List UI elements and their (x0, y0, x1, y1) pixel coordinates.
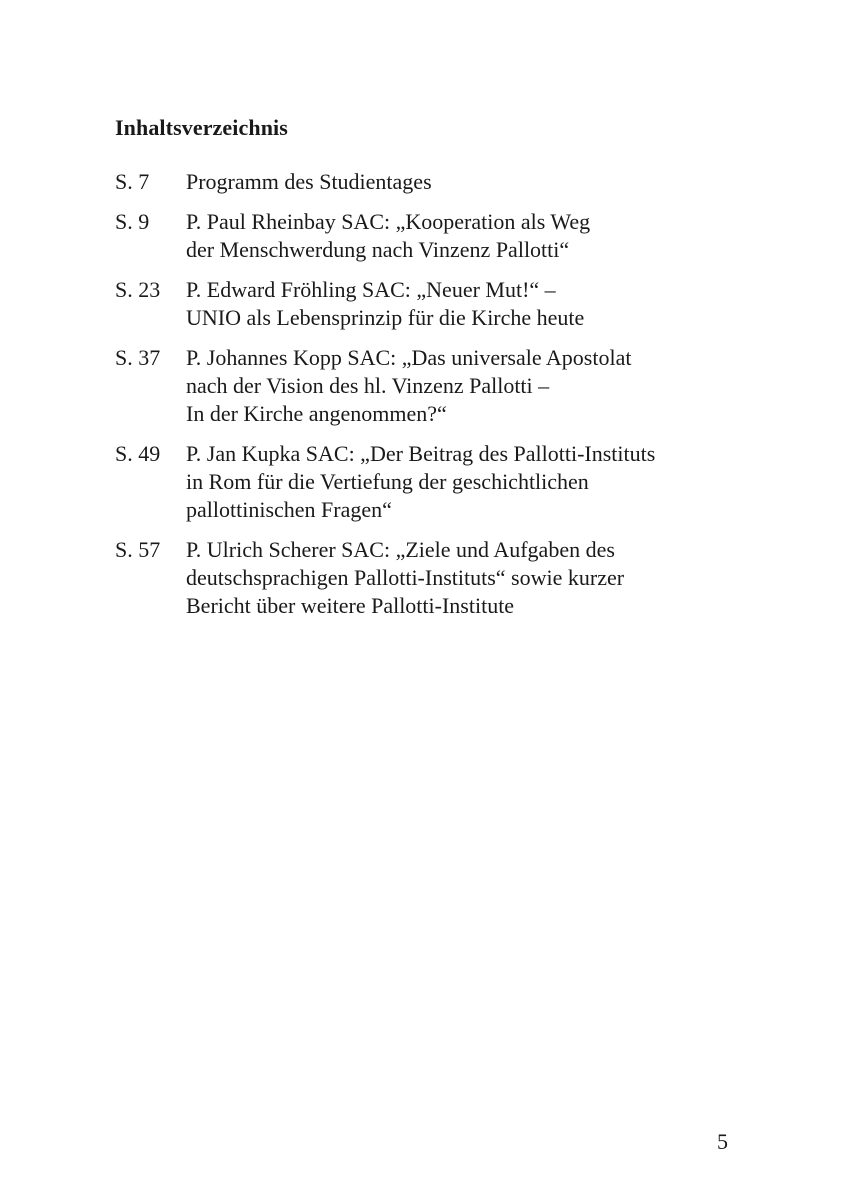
toc-entry-line: P. Jan Kupka SAC: „Der Beitrag des Pallotti-Instituts (186, 441, 656, 466)
toc-list (115, 168, 755, 632)
toc-heading: Inhaltsverzeichnis (115, 115, 288, 140)
toc-page-ref: S. 37 (115, 345, 161, 370)
toc-entry-line: nach der Vision des hl. Vinzenz Pallotti – (186, 373, 550, 398)
toc-page-ref: S. 7 (115, 169, 150, 194)
toc-entry-text (186, 276, 755, 332)
page-number: 5 (717, 1129, 728, 1154)
toc-entry-line: P. Ulrich Scherer SAC: „Ziele und Aufgaben des (186, 537, 615, 562)
toc-entry-text (186, 440, 755, 524)
toc-entry-text (186, 536, 755, 620)
toc-entry (115, 276, 755, 332)
toc-entry-line: P. Johannes Kopp SAC: „Das universale Apostolat (186, 345, 632, 370)
toc-entry-line: in Rom für die Vertiefung der geschichtlichen (186, 469, 589, 494)
toc-entry (115, 168, 755, 196)
toc-entry (115, 208, 755, 264)
toc-entry-text (186, 344, 755, 428)
toc-entry-line: Bericht über weitere Pallotti-Institute (186, 593, 515, 618)
toc-page-ref: S. 9 (115, 209, 150, 234)
toc-entry-line: pallottinischen Fragen“ (186, 497, 392, 522)
toc-page-ref: S. 23 (115, 277, 161, 302)
toc-entry-line: P. Paul Rheinbay SAC: „Kooperation als Weg (186, 209, 591, 234)
toc-entry-line: P. Edward Fröhling SAC: „Neuer Mut!“ – (186, 277, 556, 302)
toc-page-ref: S. 57 (115, 537, 161, 562)
toc-entry-text (186, 208, 755, 264)
toc-entry (115, 536, 755, 620)
toc-entry-text (186, 168, 755, 196)
toc-entry-line: In der Kirche angenommen?“ (186, 401, 447, 426)
toc-entry-line: UNIO als Lebensprinzip für die Kirche heute (186, 305, 585, 330)
toc-entry-line: Programm des Studientages (186, 169, 432, 194)
toc-entry-line: der Menschwerdung nach Vinzenz Pallotti“ (186, 237, 570, 262)
toc-entry-line: deutschsprachigen Pallotti-Instituts“ sowie kurzer (186, 565, 625, 590)
toc-page-ref: S. 49 (115, 441, 161, 466)
toc-entry (115, 344, 755, 428)
toc-entry (115, 440, 755, 524)
